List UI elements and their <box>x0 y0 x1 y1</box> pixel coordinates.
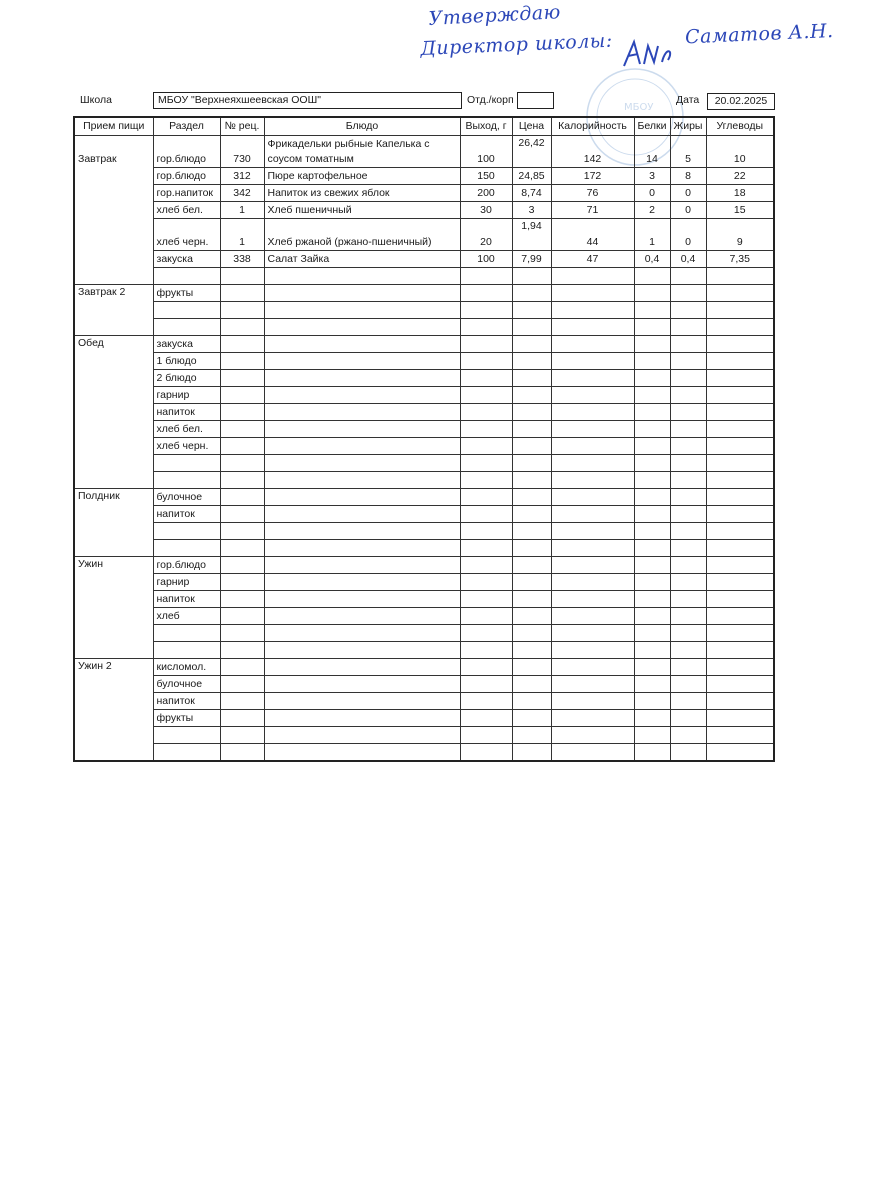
price-cell: 3 <box>512 202 551 219</box>
protein-cell: 0 <box>634 185 670 202</box>
table-row <box>74 455 774 472</box>
output-cell: 30 <box>460 202 512 219</box>
output-cell: 20 <box>460 219 512 251</box>
recipe-cell: 1 <box>220 219 264 251</box>
table-row <box>74 319 774 336</box>
table-row <box>74 676 774 693</box>
table-row <box>74 659 774 676</box>
fat-cell: 0 <box>670 219 706 251</box>
table-row <box>74 202 774 219</box>
section-cell: хлеб <box>153 608 220 625</box>
section-cell: напиток <box>153 693 220 710</box>
carbs-cell: 9 <box>706 219 774 251</box>
dish-cell: Напиток из свежих яблок <box>264 185 460 202</box>
section-cell: гор.блюдо <box>153 136 220 168</box>
table-row <box>74 387 774 404</box>
output-cell: 200 <box>460 185 512 202</box>
section-cell: напиток <box>153 404 220 421</box>
table-row <box>74 336 774 353</box>
menu-table <box>73 116 775 762</box>
col-header-section: Раздел <box>153 117 220 136</box>
price-cell: 24,85 <box>512 168 551 185</box>
table-row <box>74 421 774 438</box>
section-cell: закуска <box>153 251 220 268</box>
table-row <box>74 404 774 421</box>
table-row <box>74 574 774 591</box>
section-cell: булочное <box>153 676 220 693</box>
col-header-carbs: Углеводы <box>706 117 774 136</box>
col-header-output: Выход, г <box>460 117 512 136</box>
table-row <box>74 168 774 185</box>
table-row <box>74 744 774 762</box>
director-label: Директор школы: <box>420 29 620 60</box>
table-row <box>74 472 774 489</box>
col-header-kcal: Калорийность <box>551 117 634 136</box>
recipe-cell: 1 <box>220 202 264 219</box>
table-row <box>74 557 774 574</box>
price-cell: 26,42 <box>512 136 551 168</box>
section-cell: гор.блюдо <box>153 557 220 574</box>
table-row <box>74 523 774 540</box>
table-row <box>74 625 774 642</box>
fat-cell: 0 <box>670 185 706 202</box>
table-row <box>74 302 774 319</box>
price-cell: 8,74 <box>512 185 551 202</box>
table-row <box>74 710 774 727</box>
fat-cell: 8 <box>670 168 706 185</box>
carbs-cell: 7,35 <box>706 251 774 268</box>
meal-dinner: Ужин <box>74 557 153 659</box>
section-cell: гор.напиток <box>153 185 220 202</box>
school-label: Школа <box>80 94 112 106</box>
carbs-cell: 18 <box>706 185 774 202</box>
table-row <box>74 438 774 455</box>
section-cell: гарнир <box>153 574 220 591</box>
price-cell: 7,99 <box>512 251 551 268</box>
table-row <box>74 136 774 168</box>
protein-cell: 1 <box>634 219 670 251</box>
table-row <box>74 693 774 710</box>
director-name: Саматов А.Н. <box>684 19 835 49</box>
table-row <box>74 251 774 268</box>
section-cell: хлеб черн. <box>153 438 220 455</box>
section-cell: напиток <box>153 506 220 523</box>
protein-cell: 0,4 <box>634 251 670 268</box>
output-cell: 100 <box>460 251 512 268</box>
date-label: Дата <box>676 94 700 106</box>
recipe-cell: 342 <box>220 185 264 202</box>
col-header-dish: Блюдо <box>264 117 460 136</box>
protein-cell: 2 <box>634 202 670 219</box>
table-row <box>74 591 774 608</box>
fat-cell: 0,4 <box>670 251 706 268</box>
dept-field <box>517 92 554 109</box>
section-cell: хлеб черн. <box>153 219 220 251</box>
kcal-cell: 172 <box>551 168 634 185</box>
table-row <box>74 353 774 370</box>
section-cell: хлеб бел. <box>153 202 220 219</box>
protein-cell: 14 <box>634 136 670 168</box>
carbs-cell: 22 <box>706 168 774 185</box>
school-name-field: МБОУ "Верхнеяхшеевская ООШ" <box>153 92 462 109</box>
meal-breakfast2: Завтрак 2 <box>74 285 153 336</box>
table-header-row <box>74 117 774 136</box>
recipe-cell: 312 <box>220 168 264 185</box>
meal-snack: Полдник <box>74 489 153 557</box>
section-cell: булочное <box>153 489 220 506</box>
carbs-cell: 10 <box>706 136 774 168</box>
table-row <box>74 608 774 625</box>
recipe-cell: 730 <box>220 136 264 168</box>
approval-handwritten-title: Утверждаю <box>428 1 562 30</box>
col-header-protein: Белки <box>634 117 670 136</box>
stamp-text: МБОУ <box>624 102 654 113</box>
meal-breakfast: Завтрак <box>74 136 153 285</box>
table-row <box>74 540 774 557</box>
section-cell: кисломол. <box>153 659 220 676</box>
carbs-cell: 15 <box>706 202 774 219</box>
output-cell: 100 <box>460 136 512 168</box>
section-cell: фрукты <box>153 285 220 302</box>
meal-lunch: Обед <box>74 336 153 489</box>
section-cell: 2 блюдо <box>153 370 220 387</box>
table-row <box>74 727 774 744</box>
table-row <box>74 506 774 523</box>
dish-cell: Салат Зайка <box>264 251 460 268</box>
kcal-cell: 76 <box>551 185 634 202</box>
fat-cell: 5 <box>670 136 706 168</box>
section-cell: гор.блюдо <box>153 168 220 185</box>
col-header-recipe: № рец. <box>220 117 264 136</box>
table-row <box>74 219 774 251</box>
price-cell: 1,94 <box>512 219 551 251</box>
meal-dinner2: Ужин 2 <box>74 659 153 762</box>
kcal-cell: 71 <box>551 202 634 219</box>
section-cell: закуска <box>153 336 220 353</box>
col-header-fat: Жиры <box>670 117 706 136</box>
output-cell: 150 <box>460 168 512 185</box>
section-cell: напиток <box>153 591 220 608</box>
kcal-cell: 142 <box>551 136 634 168</box>
dept-label: Отд./корп <box>467 94 514 106</box>
protein-cell: 3 <box>634 168 670 185</box>
section-cell: гарнир <box>153 387 220 404</box>
dish-cell: Фрикадельки рыбные Капелька с соусом томатным <box>264 136 460 168</box>
section-cell: хлеб бел. <box>153 421 220 438</box>
dish-cell: Хлеб ржаной (ржано-пшеничный) <box>264 219 460 251</box>
table-row <box>74 185 774 202</box>
table-row <box>74 370 774 387</box>
section-cell: 1 блюдо <box>153 353 220 370</box>
dish-cell: Хлеб пшеничный <box>264 202 460 219</box>
col-header-price: Цена <box>512 117 551 136</box>
table-row <box>74 642 774 659</box>
table-row <box>74 489 774 506</box>
kcal-cell: 47 <box>551 251 634 268</box>
col-header-meal: Прием пищи <box>74 117 153 136</box>
section-cell: фрукты <box>153 710 220 727</box>
fat-cell: 0 <box>670 202 706 219</box>
table-row <box>74 268 774 285</box>
dish-cell: Пюре картофельное <box>264 168 460 185</box>
table-row <box>74 285 774 302</box>
date-field: 20.02.2025 <box>707 93 775 110</box>
recipe-cell: 338 <box>220 251 264 268</box>
kcal-cell: 44 <box>551 219 634 251</box>
